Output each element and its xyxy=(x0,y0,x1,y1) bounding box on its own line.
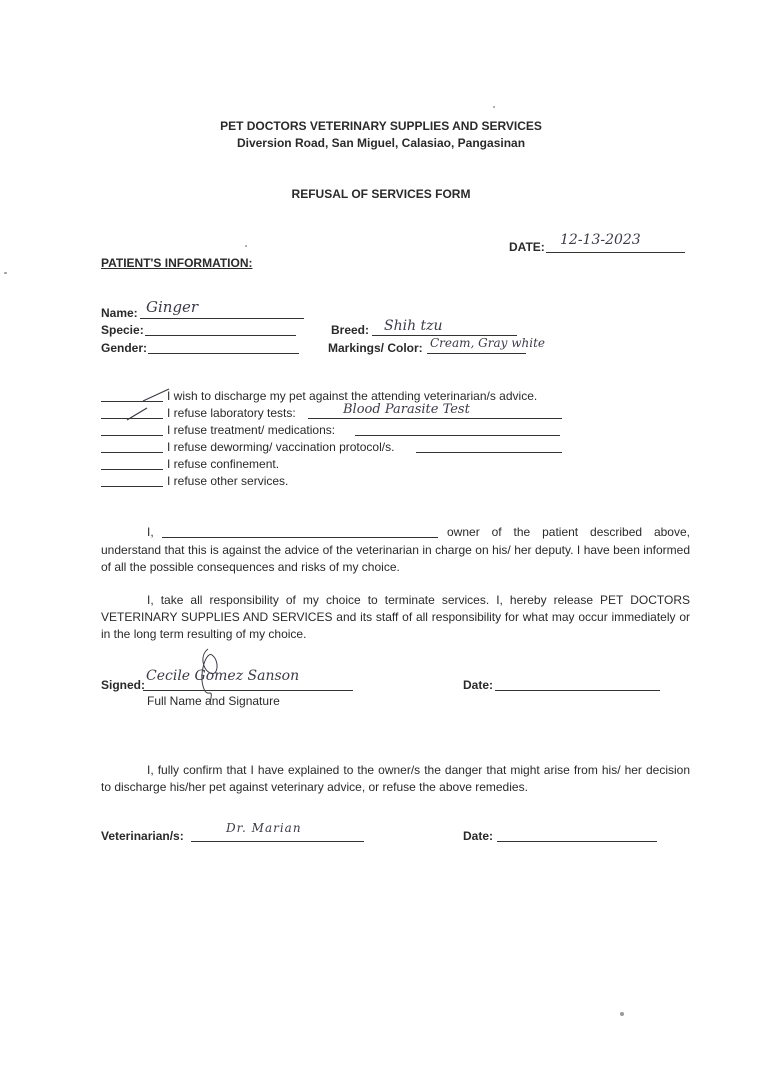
vet-date-label: Date: xyxy=(463,829,494,843)
date-label: DATE: xyxy=(509,240,545,254)
option-label: I refuse treatment/ medications: xyxy=(167,423,336,437)
markings-label: Markings/ Color: xyxy=(328,341,423,355)
clinic-address: Diversion Road, San Miguel, Calasiao, Pangasinan xyxy=(236,136,526,150)
statement1-text xyxy=(101,542,690,576)
treatment-line xyxy=(355,435,560,436)
statement1-prefix: I, xyxy=(147,525,154,539)
signed-date-label: Date: xyxy=(463,678,494,692)
option-label: I refuse deworming/ vaccination protocol/s. xyxy=(167,440,395,454)
option-label: I refuse confinement. xyxy=(167,457,280,471)
markings-line xyxy=(427,353,526,354)
signed-label: Signed: xyxy=(101,678,145,692)
statement1-suffix: owner of the patient described above, xyxy=(447,525,690,539)
veterinarian-label: Veterinarian/s: xyxy=(101,829,184,843)
specie-line xyxy=(145,335,296,336)
vet-date-line xyxy=(497,841,657,842)
date-line xyxy=(546,252,685,253)
check-mark-icon xyxy=(125,406,149,422)
signed-line xyxy=(143,690,353,691)
patient-section-title: PATIENT'S INFORMATION: xyxy=(101,256,253,270)
form-title: REFUSAL OF SERVICES FORM xyxy=(291,187,471,201)
owner-name-line xyxy=(162,537,438,538)
name-line xyxy=(140,318,304,319)
veterinarian-value: Dr. Marian xyxy=(226,821,302,835)
option-blank xyxy=(101,469,163,470)
lab-tests-line xyxy=(308,418,562,419)
lab-tests-value: Blood Parasite Test xyxy=(343,402,470,417)
statement3-text xyxy=(101,762,690,796)
signature-caption: Full Name and Signature xyxy=(147,694,280,708)
breed-label: Breed: xyxy=(331,323,370,337)
statement1-rest: understand that this is against the advice of the veterinarian in charge on his/ her deputy. I have been informed of all the possible consequences and risks of my choice. xyxy=(101,543,690,574)
option-label: I refuse laboratory tests: xyxy=(167,406,296,420)
option-blank xyxy=(101,486,163,487)
scan-speck xyxy=(620,1012,624,1016)
scan-speck xyxy=(245,245,247,247)
deworming-line xyxy=(416,452,562,453)
name-label: Name: xyxy=(101,306,138,320)
veterinarian-line xyxy=(191,841,364,842)
scan-speck xyxy=(4,272,7,274)
signed-date-line xyxy=(495,690,660,691)
gender-label: Gender: xyxy=(101,341,148,355)
statement2-text xyxy=(101,592,690,643)
breed-value: Shih tzu xyxy=(384,318,443,334)
name-value: Ginger xyxy=(146,298,199,316)
option-label: I wish to discharge my pet against the attending veterinarian/s advice. xyxy=(167,389,538,403)
scan-speck xyxy=(493,106,495,108)
markings-value: Cream, Gray white xyxy=(430,336,546,350)
clinic-name: PET DOCTORS VETERINARY SUPPLIES AND SERVICES xyxy=(220,119,542,133)
specie-label: Specie: xyxy=(101,323,144,337)
statement2-body: I, take all responsibility of my choice to terminate services. I, hereby release PET DOCTORS VETERINARY SUPPLIES AND SERVICES and its staff of all responsibility for what may occur immediately or in the long term resulting of my choice. xyxy=(101,593,690,641)
gender-line xyxy=(148,353,299,354)
date-value: 12-13-2023 xyxy=(560,232,641,248)
signed-value: Cecile Gomez Sanson xyxy=(146,668,300,684)
option-blank xyxy=(101,435,163,436)
option-label: I refuse other services. xyxy=(167,474,289,488)
option-blank xyxy=(101,452,163,453)
statement3-body: I, fully confirm that I have explained to the owner/s the danger that might arise from his/ her decision to discharge his/her pet against veterinary advice, or refuse the above remedies. xyxy=(101,763,690,794)
